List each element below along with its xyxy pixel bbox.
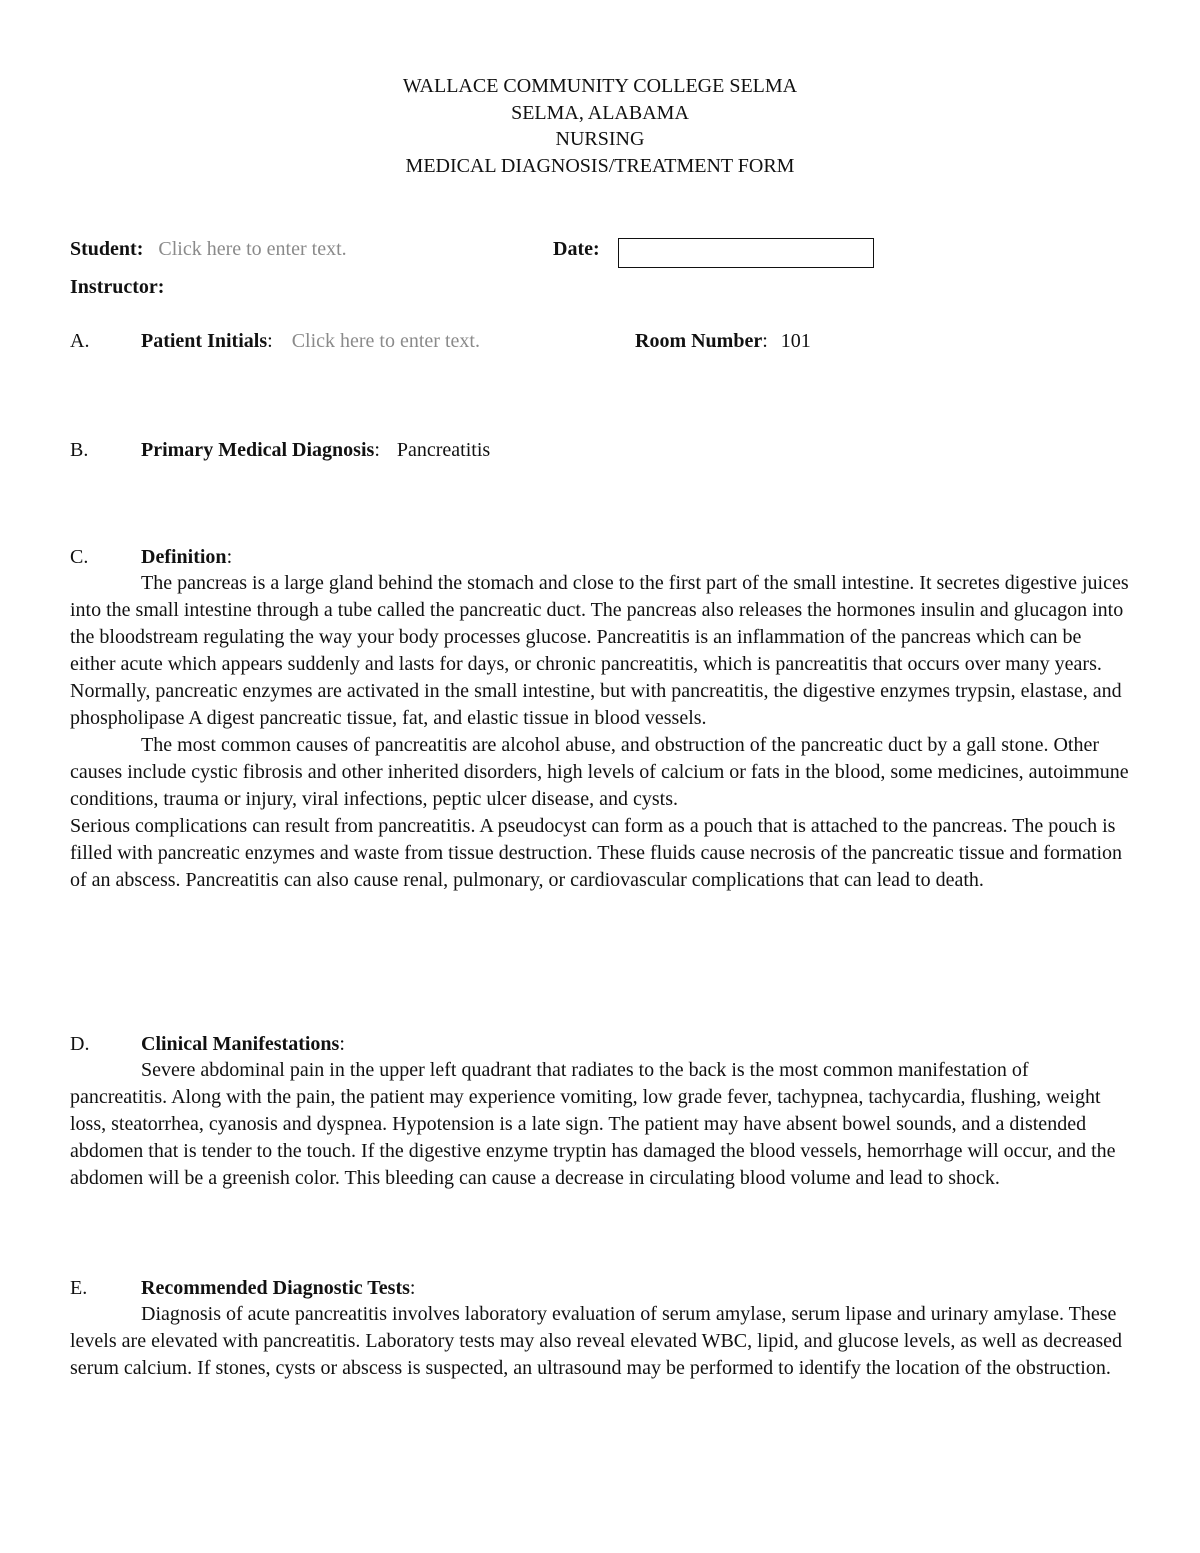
diagnostic-tests-paragraph: Diagnosis of acute pancreatitis involves laboratory evaluation of serum amylase, serum lipase and urinary amylase. These levels are elevated with pancreatitis. Laboratory tests may also reveal elevated WBC, lipid, and glucose levels, as well as decreased serum calcium. If stones, cysts or abscess is suspected, an ultrasound may be performed to identify the location of the obstruction. [70,1303,1123,1379]
room-number-row: Room Number: 101 [635,330,811,352]
section-b-letter: B. [70,439,89,461]
diagnostic-tests-label: Recommended Diagnostic Tests [141,1277,410,1299]
room-number-label: Room Number [635,330,763,352]
header-department: NURSING [555,128,645,150]
date-label: Date: [553,238,600,260]
definition-heading: Definition: [141,546,233,568]
student-row [70,236,347,262]
definition-body [70,570,1130,894]
definition-paragraph-1: The pancreas is a large gland behind the stomach and close to the first part of the small intestine. It secretes digestive juices into the small intestine through a tube called the pancreatic duct. The pancreas also releases the hormones insulin and glucagon into the bloodstream regulating the way your body processes glucose. Pancreatitis is an inflammation of the pancreas which can be either acute which appears suddenly and lasts for days, or chronic pancreatitis, which is pancreatitis that occurs over many years. Normally, pancreatic enzymes are activated in the small intestine, but with pancreatitis, the digestive enzymes trypsin, elastase, and phospholipase A digest pancreatic tissue, fat, and elastic tissue in blood vessels. [70,572,1129,729]
date-input[interactable] [618,238,874,268]
diagnostic-tests-heading: Recommended Diagnostic Tests: [141,1277,416,1299]
section-a-letter: A. [70,330,90,352]
student-input[interactable]: Click here to enter text. [158,238,347,260]
clinical-manifestations-label: Clinical Manifestations [141,1033,340,1055]
definition-label: Definition [141,546,227,568]
header-location: SELMA, ALABAMA [511,102,689,124]
header-form-title: MEDICAL DIAGNOSIS/TREATMENT FORM [405,155,795,177]
section-c-letter: C. [70,546,89,568]
definition-paragraph-2: The most common causes of pancreatitis are alcohol abuse, and obstruction of the pancreatic duct by a gall stone. Other causes include cystic fibrosis and other inherited disorders, high levels of calcium or fats in the blood, some medicines, autoimmune conditions, trauma or injury, viral infections, peptic ulcer disease, and cysts. [70,734,1129,810]
section-d-letter: D. [70,1033,90,1055]
patient-initials-label: Patient Initials [141,330,268,352]
clinical-manifestations-paragraph: Severe abdominal pain in the upper left quadrant that radiates to the back is the most common manifestation of pancreatitis. Along with the pain, the patient may experience vomiting, low grade fever, tachypnea, tachycardia, flushing, weight loss, steatorrhea, cyanosis and dyspnea. Hypotension is a late sign. The patient may have absent bowel sounds, and a distended abdomen that is tender to the touch. If the digestive enzyme tryptin has damaged the blood vessels, hemorrhage will occur, and the abdomen will be a greenish color. This bleeding can cause a decrease in circulating blood volume and lead to shock. [70,1059,1116,1189]
instructor-label: Instructor: [70,276,165,298]
clinical-manifestations-body [70,1057,1130,1192]
diagnostic-tests-body [70,1301,1130,1382]
primary-diagnosis-label: Primary Medical Diagnosis [141,439,375,461]
primary-diagnosis-row: Primary Medical Diagnosis: Pancreatitis [141,439,491,461]
header-college: WALLACE COMMUNITY COLLEGE SELMA [402,75,798,97]
primary-diagnosis-value: Pancreatitis [396,439,491,461]
clinical-manifestations-heading: Clinical Manifestations: [141,1033,345,1055]
definition-paragraph-3: Serious complications can result from pancreatitis. A pseudocyst can form as a pouch that is attached to the pancreas. The pouch is filled with pancreatic enzymes and waste from tissue destruction. These fluids cause necrosis of the pancreatic tissue and formation of an abscess. Pancreatitis can also cause renal, pulmonary, or cardiovascular complications that can lead to death. [70,815,1123,891]
patient-initials-row: Patient Initials: Click here to enter text. [141,330,480,352]
room-number-value: 101 [780,330,811,352]
section-e-letter: E. [70,1277,88,1299]
patient-initials-input[interactable]: Click here to enter text. [291,330,480,352]
student-label: Student: [70,238,144,260]
